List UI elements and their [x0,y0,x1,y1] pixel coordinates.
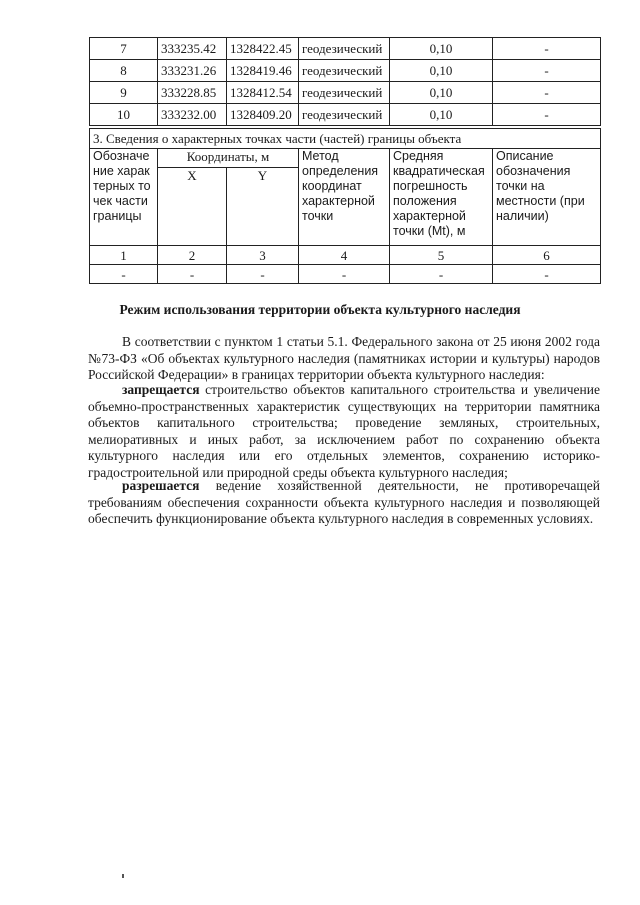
point-number: 9 [90,82,158,104]
permitted-paragraph [88,478,600,528]
prohibited-label: запрещается [122,382,200,397]
method: геодезический [299,38,390,60]
coord-y: 1328409.20 [227,104,299,126]
permitted-text: ведение хозяйственной деятельности, не противоречащей требованиям обеспечения сохранности объекта культурного наследия и позволяющей обеспечить функционирование объекта культурного наследия в современных условиях. [88,478,600,526]
table-row [90,265,601,284]
accuracy: 0,10 [390,104,493,126]
table-row [90,104,601,126]
point-number: 10 [90,104,158,126]
permitted-label: разрешается [122,478,200,493]
coordinates-header: Координаты, м [158,149,299,168]
table-row [90,82,601,104]
y-header: Y [227,168,299,246]
section-title: 3. Сведения о характерных точках части (частей) границы объекта [90,129,601,149]
description: - [493,60,601,82]
column-numbers-row [90,246,601,265]
coord-y: 1328412.54 [227,82,299,104]
accuracy: 0,10 [390,60,493,82]
table-row [90,60,601,82]
table-row [90,38,601,60]
characteristic-points-table [89,37,601,126]
section-heading: Режим использования территории объекта культурного наследия [119,302,521,317]
accuracy-header: Средняя квадратическая погрешность положения характерной точки (Mt), м [390,149,493,246]
empty-value: - [227,265,299,284]
coord-y: 1328419.46 [227,60,299,82]
x-header: X [158,168,227,246]
point-number: 7 [90,38,158,60]
coord-x: 333232.00 [158,104,227,126]
empty-value: - [158,265,227,284]
empty-value: - [493,265,601,284]
column-number: 6 [493,246,601,265]
column-number: 5 [390,246,493,265]
empty-value: - [299,265,390,284]
description: - [493,38,601,60]
method: геодезический [299,60,390,82]
accuracy: 0,10 [390,38,493,60]
part-boundary-points-table [89,128,601,284]
column-number: 4 [299,246,390,265]
description: - [493,82,601,104]
method: геодезический [299,104,390,126]
prohibited-paragraph [88,382,600,481]
coord-x: 333231.26 [158,60,227,82]
accuracy: 0,10 [390,82,493,104]
coord-x: 333228.85 [158,82,227,104]
scan-speck [122,874,124,878]
column-number: 1 [90,246,158,265]
coord-y: 1328422.45 [227,38,299,60]
prohibited-text: строительство объектов капитального строительства и увеличение объемно-пространственных характеристик существующих на территории памятника объектов капитального строительства; проведение земляных, строительных, мелиоративных и иных работ, за исключением работ по сохранению объекта культурного наследия или его отдельных элементов, сохранению историко-градостроительной или природной среды объекта культурного наследия; [88,382,600,480]
empty-value: - [90,265,158,284]
intro-paragraph: В соответствии с пунктом 1 статьи 5.1. Федерального закона от 25 июня 2002 года №73-ФЗ «Об объектах культурного наследия (памятниках истории и культуры) народов Российской Федерации» в границах территории объекта культурного наследия: [88,334,600,382]
column-number: 2 [158,246,227,265]
empty-value: - [390,265,493,284]
description: - [493,104,601,126]
method-header: Метод определения координат характерной точки [299,149,390,246]
point-number: 8 [90,60,158,82]
coord-x: 333235.42 [158,38,227,60]
description-header: Описание обозначения точки на местности (при наличии) [493,149,601,246]
method: геодезический [299,82,390,104]
column-number: 3 [227,246,299,265]
designation-header: Обозначение характерных точек части границы [90,149,158,246]
